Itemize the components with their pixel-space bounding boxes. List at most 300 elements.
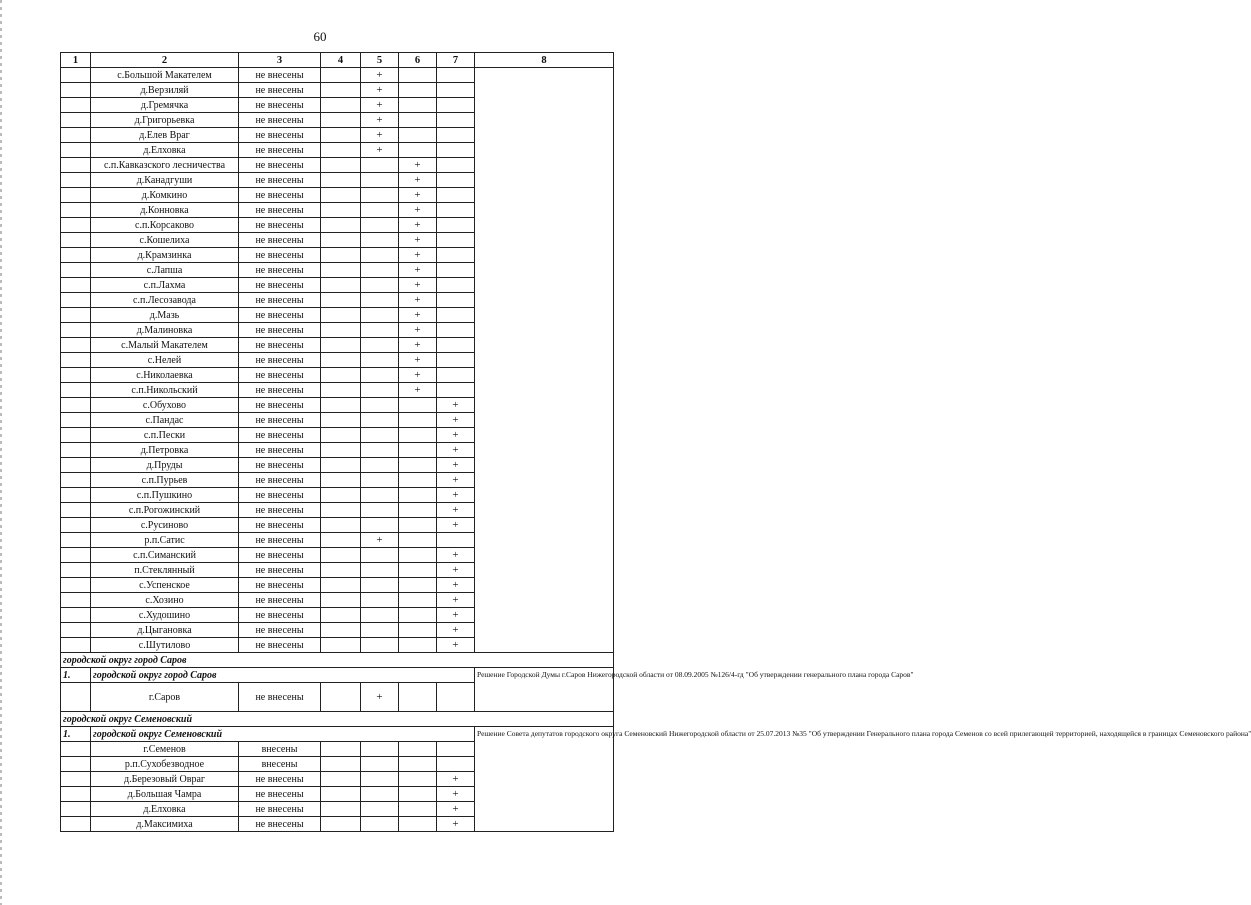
status-cell: не внесены <box>239 263 321 278</box>
settlement-name: р.п.Сатис <box>91 533 239 548</box>
status-cell: не внесены <box>239 458 321 473</box>
row-number-cell <box>61 248 91 263</box>
empty-cell <box>361 248 399 263</box>
empty-cell <box>399 488 437 503</box>
plus-mark: + <box>437 458 475 473</box>
section-title: городской округ Семеновский <box>61 712 614 727</box>
plus-mark: + <box>399 233 437 248</box>
row-number-cell <box>61 68 91 83</box>
empty-cell <box>361 608 399 623</box>
empty-cell <box>399 757 437 772</box>
status-cell: не внесены <box>239 218 321 233</box>
plus-mark: + <box>399 263 437 278</box>
empty-cell <box>321 113 361 128</box>
empty-cell <box>437 98 475 113</box>
empty-cell <box>361 503 399 518</box>
plus-mark: + <box>437 398 475 413</box>
empty-cell <box>321 383 361 398</box>
plus-mark: + <box>399 158 437 173</box>
subsection-row <box>61 668 614 683</box>
status-cell: не внесены <box>239 323 321 338</box>
empty-cell <box>399 398 437 413</box>
empty-cell <box>437 113 475 128</box>
empty-cell <box>361 518 399 533</box>
empty-cell <box>321 233 361 248</box>
settlement-name: г.Семенов <box>91 742 239 757</box>
empty-cell <box>361 578 399 593</box>
status-cell: не внесены <box>239 248 321 263</box>
header-col-4: 4 <box>321 53 361 68</box>
settlement-name: с.Пандас <box>91 413 239 428</box>
empty-cell <box>399 458 437 473</box>
status-cell: не внесены <box>239 233 321 248</box>
settlement-name: д.Мазь <box>91 308 239 323</box>
settlement-name: с.Худошино <box>91 608 239 623</box>
plus-mark: + <box>437 428 475 443</box>
row-number-cell <box>61 683 91 712</box>
settlement-name: с.Успенское <box>91 578 239 593</box>
settlement-name: д.Григорьевка <box>91 113 239 128</box>
row-number-cell <box>61 757 91 772</box>
settlement-name: д.Пруды <box>91 458 239 473</box>
status-cell: не внесены <box>239 278 321 293</box>
empty-cell <box>361 218 399 233</box>
settlement-name: с.Хозино <box>91 593 239 608</box>
empty-cell <box>321 593 361 608</box>
settlement-name: с.п.Пушкино <box>91 488 239 503</box>
status-cell: не внесены <box>239 368 321 383</box>
empty-cell <box>321 353 361 368</box>
row-number-cell <box>61 308 91 323</box>
empty-cell <box>321 308 361 323</box>
plus-mark: + <box>437 503 475 518</box>
header-col-3: 3 <box>239 53 321 68</box>
settlement-name: д.Елховка <box>91 143 239 158</box>
plus-mark: + <box>399 338 437 353</box>
status-cell: не внесены <box>239 518 321 533</box>
settlement-name: с.п.Пурьев <box>91 473 239 488</box>
section-row <box>61 712 614 727</box>
plus-mark: + <box>437 443 475 458</box>
empty-cell <box>361 413 399 428</box>
settlements-table <box>60 52 1251 832</box>
section-row <box>61 653 614 668</box>
empty-cell <box>399 578 437 593</box>
empty-cell <box>321 98 361 113</box>
empty-cell <box>361 233 399 248</box>
status-cell: не внесены <box>239 488 321 503</box>
empty-cell <box>321 578 361 593</box>
plus-mark: + <box>437 488 475 503</box>
empty-cell <box>399 113 437 128</box>
row-number-cell <box>61 383 91 398</box>
settlement-name: г.Саров <box>91 683 239 712</box>
status-cell: не внесены <box>239 293 321 308</box>
empty-cell <box>321 158 361 173</box>
plus-mark: + <box>399 203 437 218</box>
status-cell: не внесены <box>239 188 321 203</box>
header-col-8: 8 <box>475 53 614 68</box>
settlement-name: д.Максимиха <box>91 817 239 832</box>
row-number-cell <box>61 458 91 473</box>
status-cell: не внесены <box>239 143 321 158</box>
row-number-cell <box>61 98 91 113</box>
row-number-cell <box>61 787 91 802</box>
plus-mark: + <box>399 248 437 263</box>
settlement-name: с.Малый Макателем <box>91 338 239 353</box>
empty-cell <box>321 278 361 293</box>
status-cell: не внесены <box>239 158 321 173</box>
empty-cell <box>399 533 437 548</box>
status-cell: не внесены <box>239 503 321 518</box>
empty-cell <box>361 817 399 832</box>
empty-cell <box>399 413 437 428</box>
row-number-cell <box>61 638 91 653</box>
empty-cell <box>361 563 399 578</box>
empty-cell <box>437 173 475 188</box>
plus-mark: + <box>399 278 437 293</box>
empty-cell <box>361 368 399 383</box>
empty-cell <box>321 742 361 757</box>
empty-cell <box>361 638 399 653</box>
status-cell: не внесены <box>239 428 321 443</box>
plus-mark: + <box>361 533 399 548</box>
empty-cell <box>399 143 437 158</box>
plus-mark: + <box>399 173 437 188</box>
plus-mark: + <box>437 518 475 533</box>
empty-cell <box>399 787 437 802</box>
row-number-cell <box>61 533 91 548</box>
settlement-name: с.п.Пески <box>91 428 239 443</box>
empty-cell <box>361 353 399 368</box>
status-cell: не внесены <box>239 113 321 128</box>
empty-cell <box>437 158 475 173</box>
status-cell: не внесены <box>239 623 321 638</box>
empty-cell <box>437 68 475 83</box>
empty-cell <box>437 683 475 712</box>
empty-cell <box>437 368 475 383</box>
status-cell: не внесены <box>239 802 321 817</box>
empty-cell <box>321 293 361 308</box>
plus-mark: + <box>399 383 437 398</box>
empty-cell <box>437 278 475 293</box>
status-cell: не внесены <box>239 548 321 563</box>
empty-cell <box>361 548 399 563</box>
row-number-cell <box>61 83 91 98</box>
header-col-2: 2 <box>91 53 239 68</box>
plus-mark: + <box>361 113 399 128</box>
empty-cell <box>399 518 437 533</box>
plus-mark: + <box>437 548 475 563</box>
empty-cell <box>321 323 361 338</box>
header-col-5: 5 <box>361 53 399 68</box>
row-number-cell <box>61 293 91 308</box>
empty-cell <box>321 518 361 533</box>
empty-cell <box>321 802 361 817</box>
empty-cell <box>321 488 361 503</box>
header-row <box>61 53 614 68</box>
status-cell: не внесены <box>239 128 321 143</box>
settlement-name: д.Елховка <box>91 802 239 817</box>
empty-cell <box>437 742 475 757</box>
plus-mark: + <box>437 817 475 832</box>
empty-cell <box>361 488 399 503</box>
status-cell: не внесены <box>239 443 321 458</box>
settlement-name: с.п.Лахма <box>91 278 239 293</box>
empty-cell <box>321 338 361 353</box>
settlement-name: с.п.Никольский <box>91 383 239 398</box>
subsection-title: городской округ город Саров <box>91 668 475 683</box>
empty-cell <box>437 233 475 248</box>
row-number-cell <box>61 473 91 488</box>
empty-cell <box>321 817 361 832</box>
settlement-name: п.Стеклянный <box>91 563 239 578</box>
header-col-6: 6 <box>399 53 437 68</box>
row-number-cell <box>61 593 91 608</box>
settlement-name: с.Русиново <box>91 518 239 533</box>
settlement-name: д.Большая Чамра <box>91 787 239 802</box>
empty-cell <box>361 203 399 218</box>
page-number: 60 <box>313 29 327 44</box>
empty-cell <box>399 548 437 563</box>
plus-mark: + <box>437 802 475 817</box>
settlement-name: с.п.Лесозавода <box>91 293 239 308</box>
plus-mark: + <box>399 218 437 233</box>
settlement-name: с.п.Кавказского лесничества <box>91 158 239 173</box>
status-cell: не внесены <box>239 533 321 548</box>
empty-cell <box>361 443 399 458</box>
status-cell: не внесены <box>239 638 321 653</box>
status-cell: не внесены <box>239 83 321 98</box>
empty-cell <box>361 787 399 802</box>
row-number-cell <box>61 563 91 578</box>
status-cell: не внесены <box>239 683 321 712</box>
empty-cell <box>361 473 399 488</box>
empty-cell <box>399 638 437 653</box>
row-number-cell <box>61 113 91 128</box>
settlement-name: д.Березовый Овраг <box>91 772 239 787</box>
settlement-name: с.Обухово <box>91 398 239 413</box>
empty-cell <box>321 548 361 563</box>
empty-cell <box>399 623 437 638</box>
empty-cell <box>399 428 437 443</box>
plus-mark: + <box>399 323 437 338</box>
status-cell: не внесены <box>239 413 321 428</box>
status-cell: внесены <box>239 742 321 757</box>
status-cell: не внесены <box>239 203 321 218</box>
empty-cell <box>361 757 399 772</box>
empty-cell <box>321 473 361 488</box>
document-note: Решение Городской Думы г.Саров Нижегородской области от 08.09.2005 №126/4-гд "Об утверждении генерального плана города Саров" <box>475 668 614 712</box>
empty-cell <box>361 308 399 323</box>
empty-cell <box>399 563 437 578</box>
status-cell: не внесены <box>239 473 321 488</box>
subsection-number: 1. <box>61 668 91 683</box>
empty-cell <box>321 203 361 218</box>
plus-mark: + <box>437 593 475 608</box>
plus-mark: + <box>437 563 475 578</box>
empty-cell <box>321 143 361 158</box>
row-number-cell <box>61 772 91 787</box>
table-row <box>61 68 614 83</box>
empty-cell <box>437 353 475 368</box>
settlement-name: с.Николаевка <box>91 368 239 383</box>
subsection-title: городской округ Семеновский <box>91 727 475 742</box>
scan-edge <box>0 0 2 905</box>
status-cell: не внесены <box>239 308 321 323</box>
empty-cell <box>321 413 361 428</box>
empty-cell <box>361 428 399 443</box>
plus-mark: + <box>399 188 437 203</box>
row-number-cell <box>61 278 91 293</box>
empty-cell <box>399 742 437 757</box>
plus-mark: + <box>399 368 437 383</box>
settlement-name: с.п.Симанский <box>91 548 239 563</box>
row-number-cell <box>61 578 91 593</box>
status-cell: не внесены <box>239 772 321 787</box>
plus-mark: + <box>437 608 475 623</box>
empty-cell <box>399 593 437 608</box>
plus-mark: + <box>437 638 475 653</box>
settlement-name: д.Цыгановка <box>91 623 239 638</box>
settlement-name: с.Шутилово <box>91 638 239 653</box>
empty-cell <box>361 278 399 293</box>
empty-cell <box>321 83 361 98</box>
row-number-cell <box>61 623 91 638</box>
empty-cell <box>361 802 399 817</box>
status-cell: не внесены <box>239 353 321 368</box>
row-number-cell <box>61 263 91 278</box>
empty-cell <box>437 383 475 398</box>
plus-mark: + <box>399 308 437 323</box>
plus-mark: + <box>437 413 475 428</box>
empty-cell <box>321 757 361 772</box>
settlement-name: д.Крамзинка <box>91 248 239 263</box>
empty-cell <box>399 83 437 98</box>
empty-cell <box>399 772 437 787</box>
status-cell: не внесены <box>239 98 321 113</box>
empty-cell <box>437 308 475 323</box>
settlement-name: д.Петровка <box>91 443 239 458</box>
row-number-cell <box>61 503 91 518</box>
plus-mark: + <box>437 578 475 593</box>
empty-cell <box>361 173 399 188</box>
empty-cell <box>399 503 437 518</box>
empty-cell <box>437 338 475 353</box>
empty-cell <box>361 593 399 608</box>
row-number-cell <box>61 173 91 188</box>
empty-cell <box>361 323 399 338</box>
empty-cell <box>361 772 399 787</box>
empty-cell <box>437 218 475 233</box>
settlement-name: р.п.Сухобезводное <box>91 757 239 772</box>
row-number-cell <box>61 548 91 563</box>
status-cell: не внесены <box>239 787 321 802</box>
empty-cell <box>321 218 361 233</box>
status-cell: не внесены <box>239 398 321 413</box>
empty-cell <box>361 742 399 757</box>
row-number-cell <box>61 443 91 458</box>
row-number-cell <box>61 488 91 503</box>
status-cell: не внесены <box>239 68 321 83</box>
empty-cell <box>361 188 399 203</box>
empty-cell <box>321 428 361 443</box>
empty-cell <box>437 323 475 338</box>
settlement-name: с.Нелей <box>91 353 239 368</box>
empty-cell <box>437 533 475 548</box>
settlement-name: д.Верзиляй <box>91 83 239 98</box>
empty-cell <box>399 683 437 712</box>
row-number-cell <box>61 817 91 832</box>
status-cell: не внесены <box>239 608 321 623</box>
empty-cell <box>361 623 399 638</box>
plus-mark: + <box>399 353 437 368</box>
row-number-cell <box>61 143 91 158</box>
empty-cell <box>321 398 361 413</box>
settlement-name: д.Комкино <box>91 188 239 203</box>
settlement-name: с.п.Рогожинский <box>91 503 239 518</box>
empty-cell <box>437 83 475 98</box>
status-cell: не внесены <box>239 338 321 353</box>
empty-cell <box>399 128 437 143</box>
row-number-cell <box>61 413 91 428</box>
plus-mark: + <box>437 473 475 488</box>
subsection-number: 1. <box>61 727 91 742</box>
empty-cell <box>321 563 361 578</box>
section-title: городской округ город Саров <box>61 653 614 668</box>
empty-cell <box>437 263 475 278</box>
settlement-name: с.Кошелиха <box>91 233 239 248</box>
status-cell: не внесены <box>239 593 321 608</box>
empty-cell <box>321 68 361 83</box>
plus-mark: + <box>361 683 399 712</box>
document-cell <box>475 68 614 653</box>
subsection-row <box>61 727 614 742</box>
document-note: Решение Совета депутатов городского округа Семеновский Нижегородской области от 25.07.2013 №35 "Об утверждении Генерального плана города Семенов со всей прилегающей территорией, находящейся в границах Семеновского района" <box>475 727 614 832</box>
empty-cell <box>321 638 361 653</box>
empty-cell <box>399 98 437 113</box>
plus-mark: + <box>437 787 475 802</box>
empty-cell <box>321 623 361 638</box>
empty-cell <box>399 608 437 623</box>
empty-cell <box>321 173 361 188</box>
row-number-cell <box>61 802 91 817</box>
empty-cell <box>321 128 361 143</box>
settlement-name: д.Канадгуши <box>91 173 239 188</box>
settlement-name: с.п.Корсаково <box>91 218 239 233</box>
empty-cell <box>361 158 399 173</box>
empty-cell <box>321 772 361 787</box>
settlement-name: с.Большой Макателем <box>91 68 239 83</box>
row-number-cell <box>61 353 91 368</box>
plus-mark: + <box>361 83 399 98</box>
empty-cell <box>361 398 399 413</box>
status-cell: не внесены <box>239 817 321 832</box>
row-number-cell <box>61 368 91 383</box>
header-col-7: 7 <box>437 53 475 68</box>
status-cell: не внесены <box>239 383 321 398</box>
empty-cell <box>361 458 399 473</box>
status-cell: не внесены <box>239 173 321 188</box>
empty-cell <box>321 458 361 473</box>
plus-mark: + <box>361 143 399 158</box>
row-number-cell <box>61 233 91 248</box>
settlement-name: д.Конновка <box>91 203 239 218</box>
empty-cell <box>361 338 399 353</box>
row-number-cell <box>61 203 91 218</box>
empty-cell <box>321 683 361 712</box>
plus-mark: + <box>361 128 399 143</box>
